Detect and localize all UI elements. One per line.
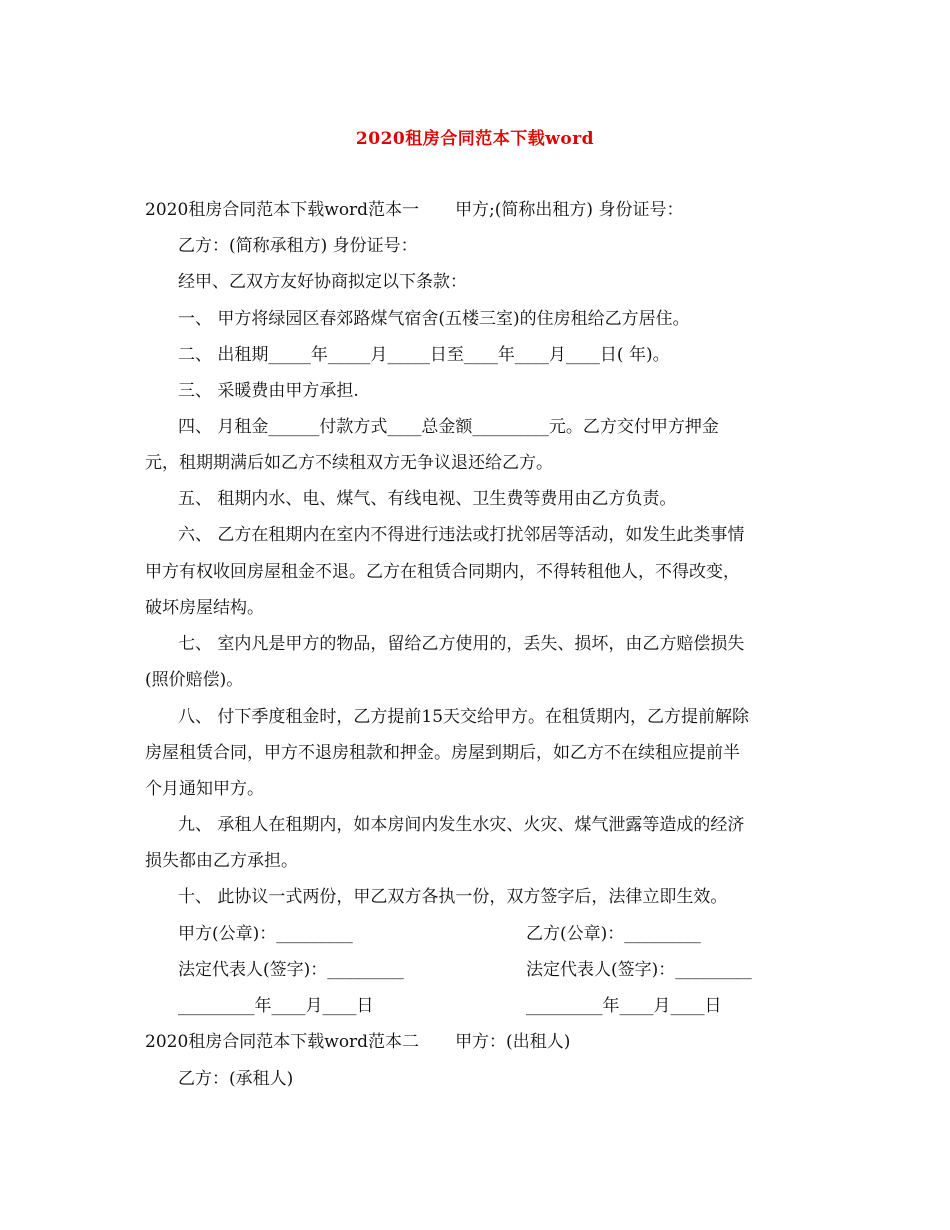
clause-10: 十、 此协议一式两份，甲乙双方各执一份，双方签字后，法律立即生效。	[178, 887, 728, 907]
party-b-date: _________年____月____日	[526, 996, 722, 1016]
party-a-date: _________年____月____日	[178, 996, 374, 1016]
clause-3: 三、 采暖费由甲方承担.	[178, 381, 359, 401]
clause-6: 六、 乙方在租期内在室内不得进行违法或打扰邻居等活动，如发生此类事情	[178, 525, 745, 545]
clause-6-cont-2: 破坏房屋结构。	[145, 598, 264, 618]
clause-5: 五、 租期内水、电、煤气、有线电视、卫生费等费用由乙方负责。	[178, 489, 677, 509]
agreement-line: 经甲、乙双方友好协商拟定以下条款：	[178, 272, 467, 292]
party-b-representative: 法定代表人(签字)：_________	[526, 960, 752, 980]
template-heading-2: 2020租房合同范本下载word范本二	[145, 1032, 420, 1052]
intro-line	[145, 198, 683, 222]
clause-6-cont-1: 甲方有权收回房屋租金不退。乙方在租赁合同期内，不得转租他人，不得改变，	[145, 562, 740, 582]
clause-7-cont: (照价赔偿)。	[145, 670, 244, 690]
party-a-line: 甲方;(简称出租方) 身份证号：	[455, 200, 684, 220]
clause-8-cont-1: 房屋租赁合同，甲方不退房租款和押金。房屋到期后，如乙方不在续租应提前半	[145, 743, 740, 763]
clause-1: 一、 甲方将绿园区春郊路煤气宿舍(五楼三室)的住房租给乙方居住。	[178, 309, 690, 329]
party-a-seal: 甲方(公章)：_________	[178, 924, 353, 944]
clause-8-cont-2: 个月通知甲方。	[145, 779, 264, 799]
clause-8: 八、 付下季度租金时，乙方提前15天交给甲方。在租赁期内，乙方提前解除	[178, 707, 750, 727]
clause-4: 四、 月租金______付款方式____总金额_________元。乙方交付甲方押金	[178, 417, 719, 437]
section-2-line	[145, 1030, 570, 1054]
party-b-seal: 乙方(公章)：_________	[526, 924, 701, 944]
clause-7: 七、 室内凡是甲方的物品，留给乙方使用的，丢失、损坏，由乙方赔偿损失	[178, 634, 745, 654]
clause-9: 九、 承租人在租期内，如本房间内发生水灾、火灾、煤气泄露等造成的经济	[178, 815, 745, 835]
clause-9-cont: 损失都由乙方承担。	[145, 851, 298, 871]
section-2-party-b: 乙方：(承租人)	[178, 1069, 294, 1089]
clause-4-cont: 元，租期期满后如乙方不续租双方无争议退还给乙方。	[145, 453, 553, 473]
clause-2: 二、 出租期_____年_____月_____日至____年____月____日( 年)。	[178, 345, 670, 365]
party-a-representative: 法定代表人(签字)：_________	[178, 960, 404, 980]
template-heading-1: 2020租房合同范本下载word范本一	[145, 200, 420, 220]
section-2-party-a: 甲方：(出租人)	[455, 1032, 571, 1052]
party-b-line: 乙方：(简称承租方) 身份证号：	[178, 236, 418, 256]
document-title: 2020租房合同范本下载word	[355, 129, 595, 149]
